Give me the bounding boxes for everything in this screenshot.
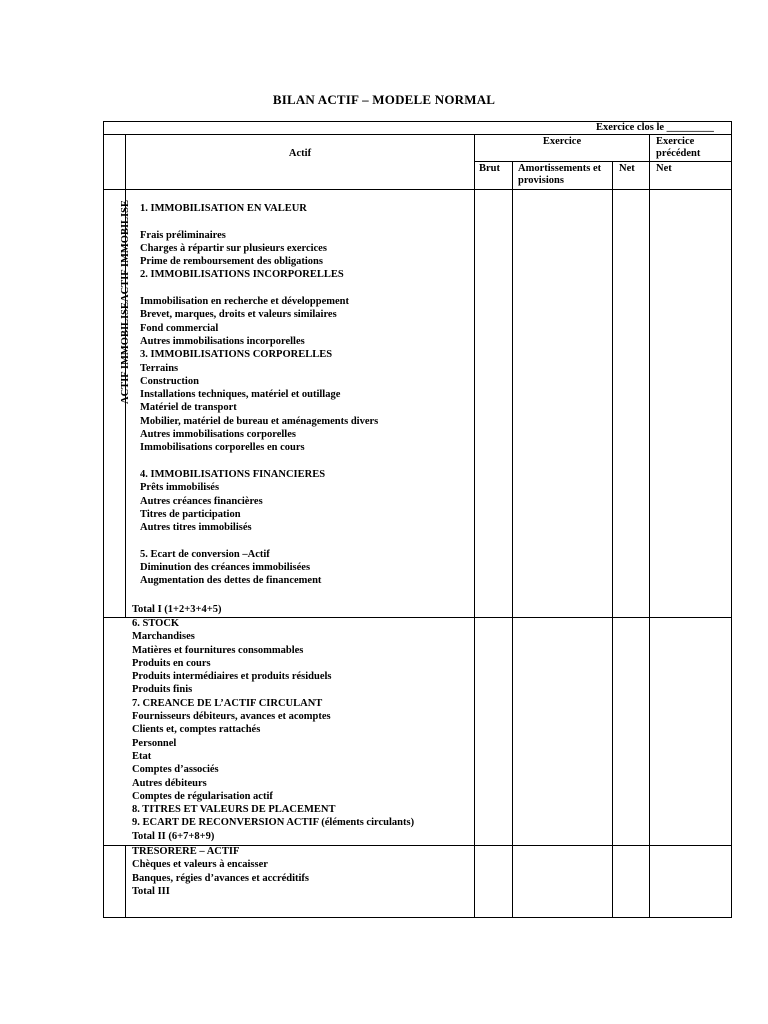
list-item: Chèques et valeurs à encaisser [132, 859, 268, 871]
list-item: Mobilier, matériel de bureau et aménagements divers [140, 415, 379, 427]
exercice-header: Exercice [542, 136, 582, 147]
list-item: Titres de participation [140, 508, 241, 520]
section1-lines [140, 202, 378, 588]
list-item: Immobilisations corporelles en cours [140, 442, 305, 454]
table-rule [474, 134, 475, 917]
list-item: 3. IMMOBILISATIONS CORPORELLES [140, 349, 333, 361]
table-rule [512, 161, 513, 917]
table-border-right [731, 121, 732, 918]
list-item: Installations techniques, matériel et outillage [140, 389, 341, 401]
table-rule [649, 134, 650, 917]
list-item: Autres immobilisations corporelles [140, 429, 296, 441]
list-item: Clients et, comptes rattachés [132, 724, 261, 736]
actif-header: Actif [288, 148, 312, 159]
section1-vertical-label [117, 193, 134, 411]
list-item: Marchandises [132, 631, 195, 643]
section1-vertical-text: ACTIF IMMOBILISEACTIF IMMOBILISE [120, 200, 131, 405]
list-item: Comptes d’associés [132, 764, 219, 776]
exercice-precedent-header: Exercice précédent [656, 136, 701, 159]
section3-lines [132, 845, 309, 898]
list-item: Fond commercial [140, 322, 219, 334]
list-item: Augmentation des dettes de financement [140, 575, 322, 587]
list-item: Comptes de régularisation actif [132, 790, 273, 802]
list-item: Autres titres immobilisés [140, 522, 252, 534]
list-item: Total II (6+7+8+9) [132, 830, 215, 842]
table-rule [125, 845, 126, 917]
list-item: Fournisseurs débiteurs, avances et acomptes [132, 711, 331, 723]
list-item: Produits finis [132, 684, 193, 696]
list-spacer [140, 455, 378, 468]
list-item: Brevet, marques, droits et valeurs similaires [140, 309, 337, 321]
list-item: TRESORERE – ACTIF [132, 846, 240, 857]
list-item: 1. IMMOBILISATION EN VALEUR [140, 203, 307, 214]
table-border-bottom [103, 917, 732, 918]
list-item: Matières et fournitures consommables [132, 644, 304, 656]
list-item: Autres immobilisations incorporelles [140, 335, 305, 347]
table-rule [612, 161, 613, 917]
list-item: Prêts immobilisés [140, 482, 220, 494]
list-item: Charges à répartir sur plusieurs exercices [140, 242, 327, 254]
table-rule [103, 134, 732, 135]
list-item: 5. Ecart de conversion –Actif [140, 548, 270, 560]
list-item: Banques, régies d’avances et accréditifs [132, 872, 310, 884]
list-item: Autres créances financières [140, 495, 263, 507]
list-spacer [140, 282, 378, 295]
page-title: BILAN ACTIF – MODELE NORMAL [272, 92, 496, 107]
list-item: 4. IMMOBILISATIONS FINANCIERES [140, 468, 326, 480]
list-item: Personnel [132, 737, 177, 749]
list-item: Matériel de transport [140, 402, 237, 414]
list-item: 7. CREANCE DE L’ACTIF CIRCULANT [132, 697, 323, 709]
section2-lines [132, 617, 414, 843]
amortissements-header: Amortissements et provisions [518, 163, 602, 186]
list-item: Terrains [140, 362, 179, 374]
list-item: Produits en cours [132, 657, 211, 669]
net-prev-header: Net [656, 163, 672, 174]
list-item: Frais préliminaires [140, 229, 226, 241]
table-border-left [103, 121, 104, 918]
exercice-clos-label: Exercice clos le _________ [596, 122, 714, 133]
list-item: Construction [140, 375, 199, 387]
list-spacer [140, 534, 378, 547]
list-item: Diminution des créances immobilisées [140, 562, 311, 574]
list-item: 6. STOCK [132, 618, 180, 629]
net-header: Net [619, 163, 635, 174]
brut-header: Brut [479, 163, 500, 174]
list-item: Autres débiteurs [132, 777, 207, 789]
section1-total: Total I (1+2+3+4+5) [132, 604, 222, 615]
list-item: 2. IMMOBILISATIONS INCORPORELLES [140, 269, 344, 281]
table-rule [103, 189, 732, 190]
list-item: Etat [132, 750, 152, 762]
list-item: Prime de remboursement des obligations [140, 256, 323, 268]
list-item: Immobilisation en recherche et développement [140, 296, 350, 308]
list-item: 8. TITRES ET VALEURS DE PLACEMENT [132, 804, 336, 816]
list-item: 9. ECART DE RECONVERSION ACTIF (éléments circulants) [132, 817, 415, 829]
list-item: Produits intermédiaires et produits résiduels [132, 671, 332, 683]
list-item: Total III [132, 885, 170, 897]
list-spacer [140, 215, 378, 228]
